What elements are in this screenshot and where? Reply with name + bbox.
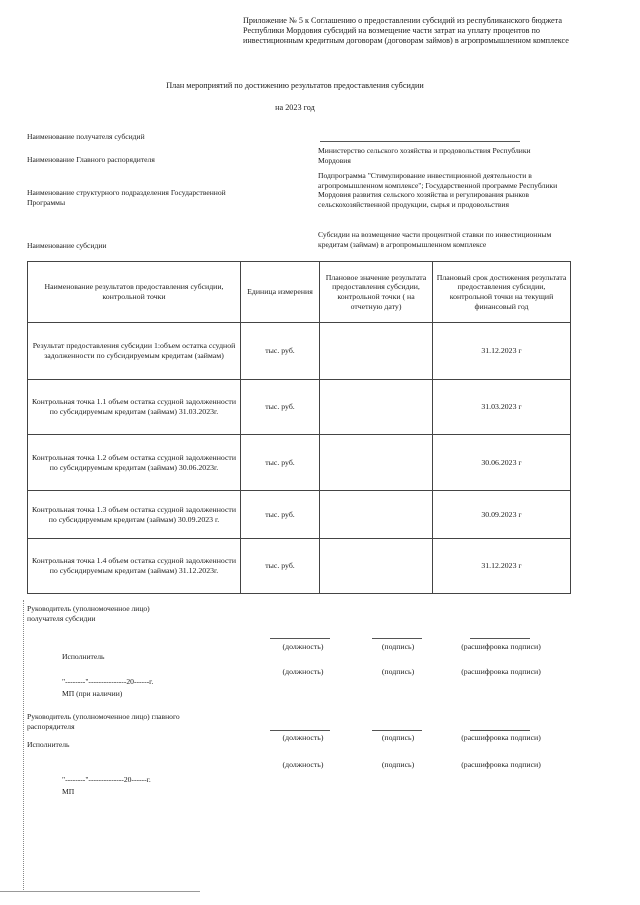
caption-signature: (подпись) bbox=[381, 667, 415, 676]
caption-position: (должность) bbox=[282, 667, 324, 676]
results-table bbox=[27, 261, 571, 594]
table-row bbox=[28, 323, 571, 380]
row-value bbox=[320, 380, 433, 435]
position-line bbox=[270, 638, 330, 639]
date-line: "--------"--------------20------г. bbox=[62, 775, 151, 784]
bottom-rule bbox=[0, 891, 200, 892]
row-value bbox=[320, 539, 433, 594]
row-unit: тыс. руб. bbox=[241, 380, 320, 435]
executor-label: Исполнитель bbox=[62, 652, 105, 661]
table-row bbox=[28, 491, 571, 539]
recipient-value-line bbox=[320, 141, 520, 142]
table-row bbox=[28, 435, 571, 491]
stamp-if-any: МП (при наличии) bbox=[62, 689, 123, 698]
caption-position: (должность) bbox=[282, 760, 324, 769]
row-value bbox=[320, 491, 433, 539]
header-result-name: Наименование результатов предоставления субсидии, контрольной точки bbox=[28, 262, 241, 323]
caption-decoding: (расшифровка подписи) bbox=[461, 642, 541, 651]
plan-year: на 2023 год bbox=[275, 103, 315, 112]
row-date: 31.03.2023 г bbox=[433, 380, 571, 435]
header-unit: Единица измерения bbox=[241, 262, 320, 323]
distributor-label: Наименование Главного распорядителя bbox=[27, 155, 155, 164]
decoding-line bbox=[470, 730, 530, 731]
caption-signature: (подпись) bbox=[381, 760, 415, 769]
decoding-line bbox=[470, 638, 530, 639]
caption-decoding: (расшифровка подписи) bbox=[461, 733, 541, 742]
header-planned-date: Плановый срок достижения результата предоставления субсидии, контрольной точки на текущий финансовый год bbox=[433, 262, 571, 323]
row-name: Контрольная точка 1.2 объем остатка ссудной задолженности по субсидируемым кредитам (займам) 30.06.2023г. bbox=[28, 435, 241, 491]
program-unit-value: Подпрограмма "Стимулирование инвестиционной деятельности в агропромышленном комплексе"; Государственной программе Республики Мордовия развития сельского хозяйства и регулирования рынков сельскохозяйственной продукции, сырья и продовольствия bbox=[318, 171, 558, 209]
executor-label: Исполнитель bbox=[27, 740, 70, 749]
caption-decoding: (расшифровка подписи) bbox=[461, 667, 541, 676]
signature-line bbox=[372, 730, 422, 731]
subsidy-name-value: Субсидии на возмещение части процентной ставки по инвестиционным кредитам (займам) в агропромышленном комплексе bbox=[318, 230, 552, 249]
row-value bbox=[320, 323, 433, 380]
header-planned-value: Плановое значение результата предоставления субсидии, контрольной точки ( на отчетную дату) bbox=[320, 262, 433, 323]
caption-signature: (подпись) bbox=[381, 733, 415, 742]
recipient-label: Наименование получателя субсидий bbox=[27, 132, 145, 141]
row-date: 31.12.2023 г bbox=[433, 539, 571, 594]
caption-position: (должность) bbox=[282, 733, 324, 742]
caption-position: (должность) bbox=[282, 642, 324, 651]
row-name: Результат предоставления субсидии 1:объем остатка ссудной задолженности по субсидируемым кредитам (займам) bbox=[28, 323, 241, 380]
row-name: Контрольная точка 1.1 объем остатка ссудной задолженности по субсидируемым кредитам (займам) 31.03.2023г. bbox=[28, 380, 241, 435]
distributor-value: Министерство сельского хозяйства и продовольствия Республики Мордовия bbox=[318, 146, 531, 165]
subsidy-name-label: Наименование субсидии bbox=[27, 241, 107, 250]
signature-line bbox=[372, 638, 422, 639]
table-row bbox=[28, 380, 571, 435]
row-date: 31.12.2023 г bbox=[433, 323, 571, 380]
distributor-head-label: Руководитель (уполномоченное лицо) главного распорядителя bbox=[27, 712, 180, 731]
left-margin-line bbox=[23, 600, 24, 890]
date-line: "--------"---------------20------г. bbox=[62, 677, 154, 686]
row-date: 30.09.2023 г bbox=[433, 491, 571, 539]
row-name: Контрольная точка 1.4 объем остатка ссудной задолженности по субсидируемым кредитам (займам) 31.12.2023г. bbox=[28, 539, 241, 594]
recipient-head-label: Руководитель (уполномоченное лицо) получателя субсидии bbox=[27, 604, 150, 623]
row-value bbox=[320, 435, 433, 491]
table-header-row bbox=[28, 262, 571, 323]
stamp-label: МП bbox=[62, 787, 75, 796]
page-title: План мероприятий по достижению результатов предоставления субсидии bbox=[166, 81, 424, 90]
position-line bbox=[270, 730, 330, 731]
row-unit: тыс. руб. bbox=[241, 323, 320, 380]
row-date: 30.06.2023 г bbox=[433, 435, 571, 491]
caption-signature: (подпись) bbox=[381, 642, 415, 651]
row-unit: тыс. руб. bbox=[241, 435, 320, 491]
row-unit: тыс. руб. bbox=[241, 491, 320, 539]
row-unit: тыс. руб. bbox=[241, 539, 320, 594]
row-name: Контрольная точка 1.3 объем остатка ссудной задолженности по субсидируемым кредитам (займам) 30.09.2023 г. bbox=[28, 491, 241, 539]
table-row bbox=[28, 539, 571, 594]
appendix-note: Приложение № 5 к Соглашению о предоставлении субсидий из республиканского бюджета Республики Мордовия субсидий на возмещение части затрат на уплату процентов по инвестиционным кредитным договорам (договорам займов) в агропромышленном комплексе bbox=[243, 16, 569, 45]
caption-decoding: (расшифровка подписи) bbox=[461, 760, 541, 769]
program-unit-label: Наименование структурного подразделения Государственной Программы bbox=[27, 188, 226, 207]
